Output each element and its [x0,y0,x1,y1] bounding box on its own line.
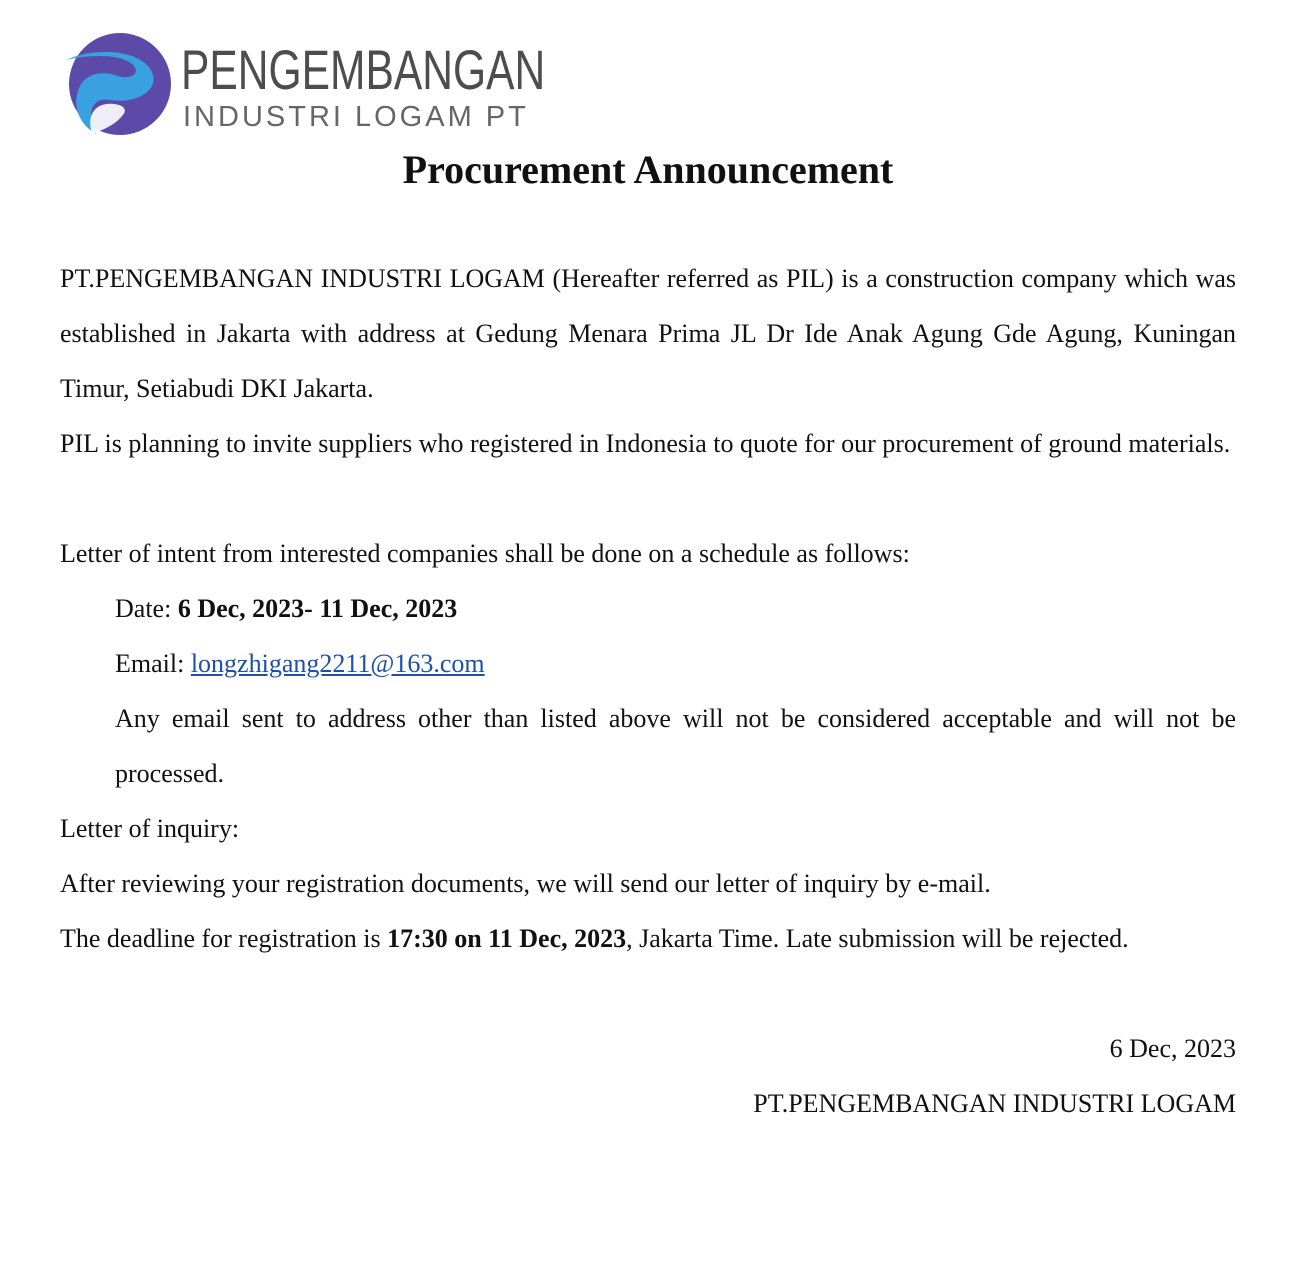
logo-swirl-icon [62,30,174,138]
email-notice: Any email sent to address other than listed above will not be considered acceptable and will not be processed. [115,704,1236,788]
spacer [60,471,1236,526]
email-label: Email: [115,649,191,678]
schedule-email [60,636,1236,691]
invitation-paragraph: PIL is planning to invite suppliers who registered in Indonesia to quote for our procurement of ground materials. [60,429,1231,458]
inquiry-heading: Letter of inquiry: [60,814,240,843]
page-title: Procurement Announcement [402,147,894,192]
email-link[interactable]: longzhigang2211@163.com [190,649,485,678]
logo-wordmark-secondary: INDUSTRI LOGAM PT [183,101,529,133]
signature-date: 6 Dec, 2023 [1109,1034,1236,1063]
schedule-heading: Letter of intent from interested companies shall be done on a schedule as follows: [60,539,910,568]
company-logo [62,30,546,140]
date-value: 6 Dec, 2023- 11 Dec, 2023 [177,594,458,623]
deadline-value: 17:30 on 11 Dec, 2023 [387,924,627,953]
announcement-body [60,251,1236,1131]
date-label: Date: [115,594,178,623]
deadline-text [60,911,1236,966]
deadline-prefix: The deadline for registration is [60,924,388,953]
spacer [60,966,1236,1021]
deadline-suffix: , Jakarta Time. Late submission will be rejected. [626,924,1129,953]
intro-paragraph: PT.PENGEMBANGAN INDUSTRI LOGAM (Hereafter referred as PIL) is a construction company which was established in Jakarta with address at Gedung Menara Prima JL Dr Ide Anak Agung Gde Agung, Kuningan Timur, Setiabudi DKI Jakarta. [60,264,1236,403]
logo-wordmark-primary: PENGEMBANGAN [181,38,546,101]
signature-company: PT.PENGEMBANGAN INDUSTRI LOGAM [753,1089,1236,1118]
schedule-date [60,581,1236,636]
inquiry-text: After reviewing your registration documents, we will send our letter of inquiry by e-mail. [60,869,991,898]
